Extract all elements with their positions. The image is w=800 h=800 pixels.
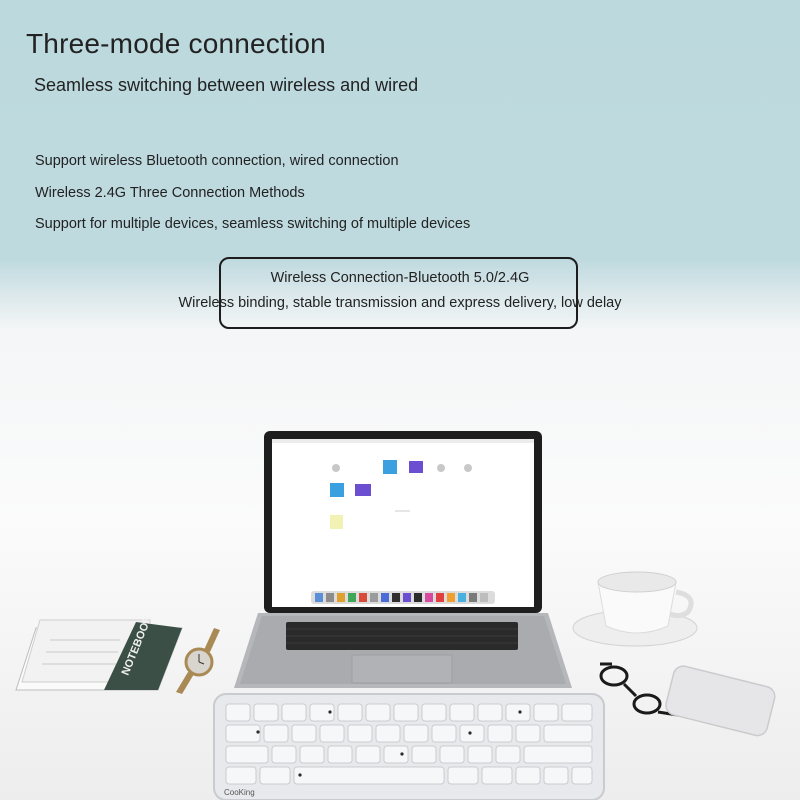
smartphone xyxy=(664,664,777,738)
feature-item: Wireless 2.4G Three Connection Methods xyxy=(35,185,305,201)
trackpad xyxy=(352,655,452,683)
transparent-keyboard xyxy=(214,694,604,800)
callout-box xyxy=(219,257,578,329)
page-title: Three-mode connection xyxy=(26,28,326,59)
laptop-screen xyxy=(272,439,534,607)
coffee-cup xyxy=(573,572,697,646)
notebook xyxy=(16,614,182,690)
feature-item: Support wireless Bluetooth connection, wired connection xyxy=(35,153,399,169)
callout-title: Wireless Connection-Bluetooth 5.0/2.4G xyxy=(270,270,530,286)
page-subtitle: Seamless switching between wireless and wired xyxy=(34,75,419,95)
callout-subtitle: Wireless binding, stable transmission and express delivery, low delay xyxy=(178,295,622,311)
feature-item: Support for multiple devices, seamless switching of multiple devices xyxy=(35,216,471,232)
notebook-cover-text: NOTEBOOK xyxy=(119,613,155,678)
keyboard-brand-label: CooKing xyxy=(224,788,255,797)
laptop xyxy=(234,431,572,688)
wrist-watch xyxy=(176,628,220,694)
